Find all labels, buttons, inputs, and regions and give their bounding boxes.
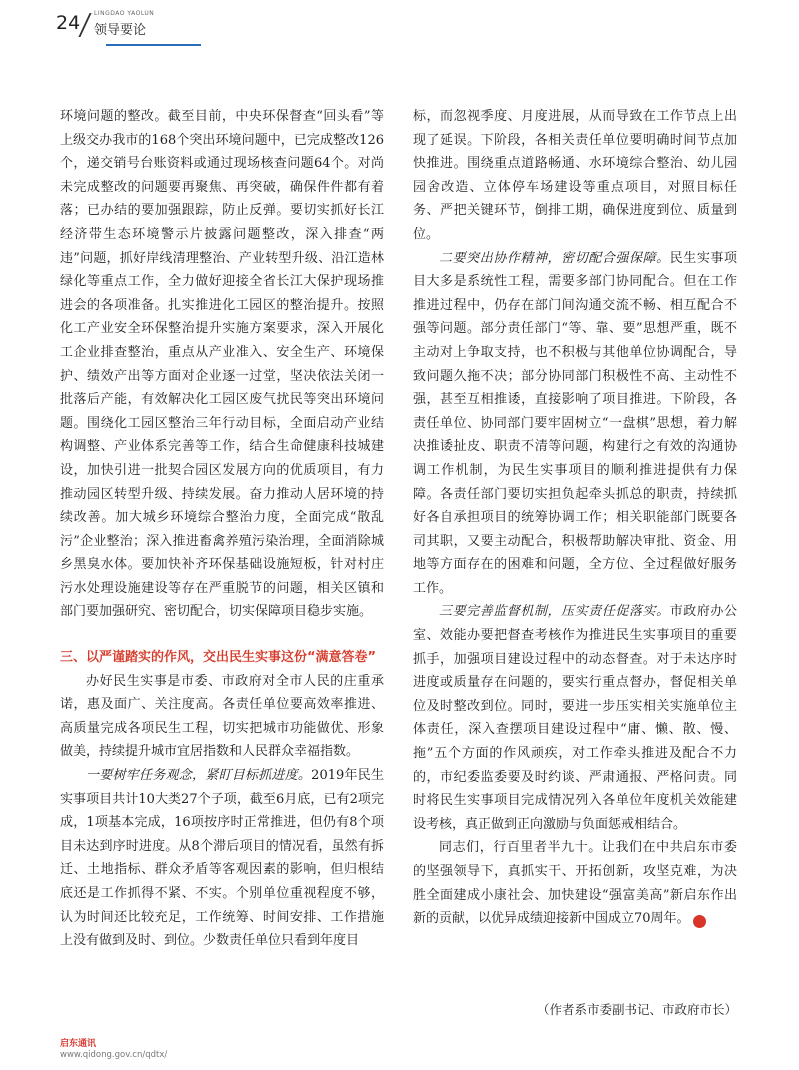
page-number: 24 xyxy=(56,12,81,34)
right-column xyxy=(413,105,737,931)
header-rule xyxy=(106,44,201,46)
paragraph xyxy=(413,600,737,836)
paragraph: 环境问题的整改。截至目前，中央环保督查“回头看”等上级交办我市的168个突出环境问题中，已完成整改126个，递交销号台账资料或通过现场核查问题64个。对尚未完成整改的问题要再聚焦、再突破，确保件件都有着落；已办结的要加强跟踪，防止反弹。要切实抓好长江经济带生态环境警示片披露问题整改，深入排查“两违”问题，抓好岸线清理整治、产业转型升级、沿江造林绿化等重点工作，全力做好迎接全省长江大保护现场推进会的各项准备。扎实推进化工园区的整治提升。按照化工产业安全环保整治提升实施方案要求，深入开展化工企业排查整治，重点从产业准入、安全生产、环境保护、绩效产出等方面对企业逐一过堂，坚决依法关闭一批落后产能，有效解决化工园区废气扰民等突出环境问题。围绕化工园区整治三年行动目标，全面启动产业结构调整、产业体系完善等工作，结合生命健康科技城建设，加快引进一批契合园区发展方向的优质项目，有力推动园区转型升级、持续发展。奋力推动人居环境的持续改善。加大城乡环境综合整治力度，全面完成“散乱污”企业整治；深入推进畜禽养殖污染治理，全面消除城乡黑臭水体。要加快补齐环保基础设施短板，针对村庄污水处理设施建设等存在严重脱节的问题，相关区镇和部门要加强研究、密切配合，切实保障项目稳步实施。 xyxy=(60,109,384,620)
paragraph-body: 2019年民生实事项目共计10大类27个子项，截至6月底，已有2项完成，1项基本完成，16项按序时正常推进，但仍有8个项目未达到序时进度。从8个滞后项目的情况看，虽然有拆迁、土地指标、群众矛盾等客观因素的影响，但归根结底还是工作抓得不紧、不实。个别单位重视程度不够，认为时间还比较充足，工作统筹、时间安排、工作措施上没有做到及时、到位。少数责任单位只看到年度目 xyxy=(60,768,384,949)
header-divider xyxy=(78,13,91,37)
paragraph-body: 市政府办公室、效能办要把督查考核作为推进民生实事项目的重要抓手，加强项目建设过程中的动态督查。对于未达序时进度或质量存在问题的，要实行重点督办，督促相关单位及时整改到位。同时，要进一步压实相关实施单位主体责任，深入查摆项目建设过程中“庸、懒、散、慢、拖”五个方面的作风顽疾，对工作牵头推进及配合不力的，市纪委监委要及时约谈、严肃通报、严格问责。同时将民生实事项目完成情况列入各单位年度机关效能建设考核，真正做到正向激励与负面惩戒相结合。 xyxy=(413,604,737,832)
paragraph-lead: 三要完善监督机制，压实责任促落实。 xyxy=(439,604,670,620)
paragraph xyxy=(413,247,737,601)
paragraph xyxy=(60,764,384,953)
paragraph-lead: 一要树牢任务观念，紧盯目标抓进度。 xyxy=(86,768,312,784)
left-column xyxy=(60,105,384,953)
section-name-cn: 领导要论 xyxy=(94,23,147,38)
author-note: （作者系市委副书记、市政府市长） xyxy=(536,1002,737,1017)
paragraph xyxy=(413,836,737,930)
page-footer xyxy=(60,1036,167,1060)
footer-url[interactable]: www.qidong.gov.cn/qdtx/ xyxy=(60,1050,168,1060)
section-name-en: LINGDAO YAOLUN xyxy=(94,10,155,17)
paragraph-body: 民生实事项目大多是系统性工程，需要多部门协同配合。但在工作推进过程中，仍存在部门间沟通交流不畅、相互配合不强等问题。部分责任部门“等、靠、要”思想严重，既不主动对上争取支持，也不积极与其他单位协调配合，导致问题久拖不决；部分协同部门积极性不高、主动性不强，甚至互相推诿，直接影响了项目推进。下阶段，各责任单位、协同部门要牢固树立“一盘棋”思想，着力解决推诿扯皮、职责不清等问题，构建行之有效的沟通协调工作机制，为民生实事项目的顺利推进提供有力保障。各责任部门要切实担负起牵头抓总的职责，持续抓好各自承担项目的统筹协调工作；相关职能部门既要各司其职，又要主动配合，积极帮助解决审批、资金、用地等方面存在的困难和问题，全方位、全过程做好服务工作。 xyxy=(413,250,737,596)
paragraph: 办好民生实事是市委、市政府对全市人民的庄重承诺，惠及面广、关注度高。各责任单位要高效率推进、高质量完成各项民生工程，切实把城市功能做优、形象做美，持续提升城市宜居指数和人民群众幸福指数。 xyxy=(60,673,384,760)
footer-publication-name: 启东通讯 xyxy=(60,1039,97,1049)
end-mark-icon: 启 xyxy=(693,915,706,928)
paragraph: 标，而忽视季度、月度进展，从而导致在工作节点上出现了延误。下阶段，各相关责任单位要明确时间节点加快推进。围绕重点道路畅通、水环境综合整治、幼儿园园舍改造、立体停车场建设等重点项目，对照目标任务、严把关键环节，倒排工期，确保进度到位、质量到位。 xyxy=(413,109,737,242)
section-heading: 三、以严谨踏实的作风，交出民生实事这份“满意答卷” xyxy=(60,650,377,666)
paragraph-body: 同志们，行百里者半九十。让我们在中共启东市委的坚强领导下，真抓实干、开拓创新，攻坚克难，为决胜全面建成小康社会、加快建设“强富美高”新启东作出新的贡献，以优异成绩迎接新中国成立70周年。 xyxy=(413,840,737,927)
paragraph-lead: 二要突出协作精神，密切配合强保障。 xyxy=(439,250,670,266)
